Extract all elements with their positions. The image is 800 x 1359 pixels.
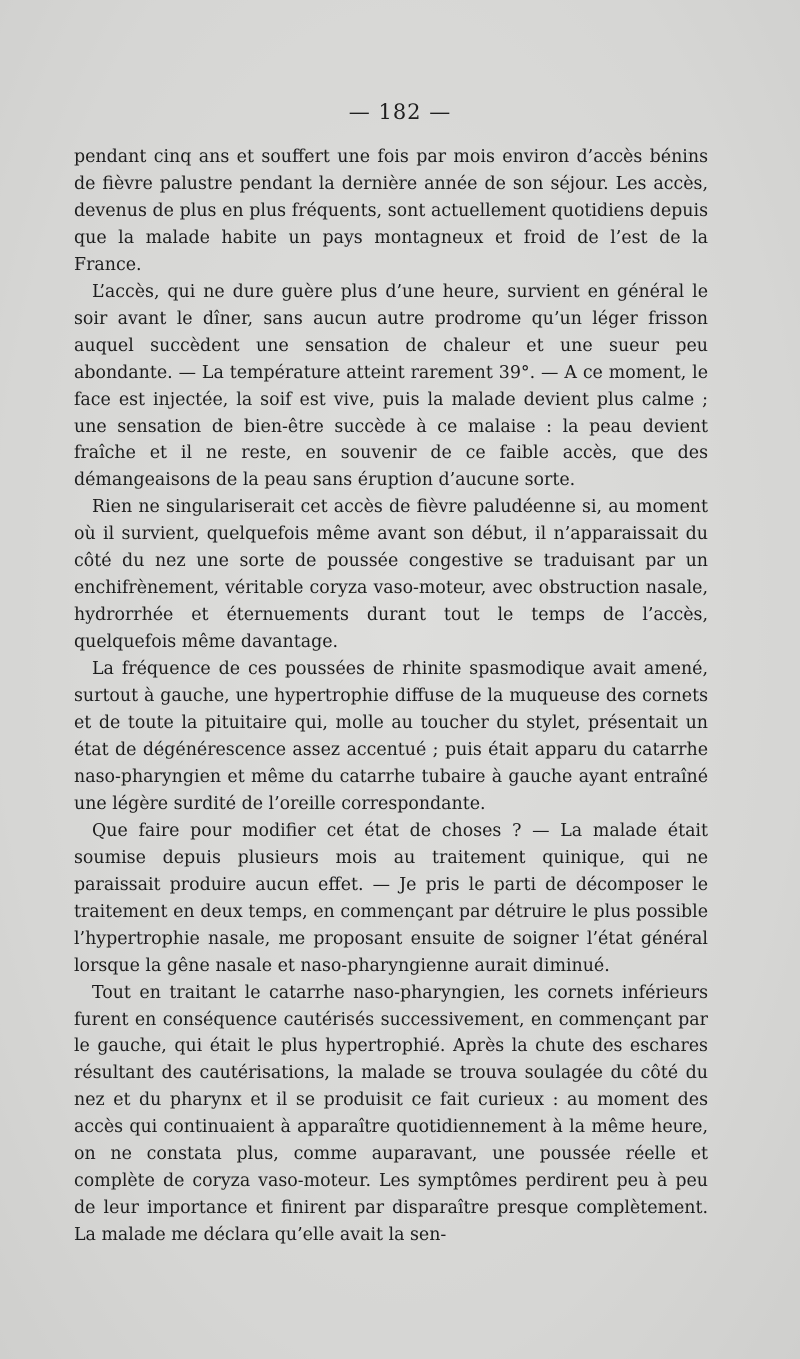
paragraph-6: Tout en traitant le catarrhe naso-pharyngien, les cornets inférieurs furent en conséquence cautérisés successivement, en commençant par le gauche, qui était le plus hypertrophié. Après la chute des eschares résultant des cautérisations, la malade se trouva soulagée du côté du nez et du pharynx et il se produisit ce fait curieux : au moment des accès qui continuaient à apparaître quotidiennement à la même heure, on ne constata plus, comme auparavant, une poussée réelle et complète de coryza vaso-moteur. Les symptômes perdirent peu à peu de leur importance et finirent par disparaître presque complètement. La malade me déclara qu’elle avait la sen- (74, 982, 708, 1246)
paragraph-5: Que faire pour modifier cet état de choses ? — La malade était soumise depuis plusieurs mois au traitement quinique, qui ne paraissait produire aucun effet. — Je pris le parti de décomposer le traitement en deux temps, en commençant par détruire le plus possible l’hypertrophie nasale, me proposant ensuite de soigner l’état général lorsque la gêne nasale et naso-pharyngienne aurait diminué. (74, 820, 708, 976)
paragraph-1: pendant cinq ans et souffert une fois par mois environ d’accès bénins de fièvre palustre pendant la dernière année de son séjour. Les accès, devenus de plus en plus fréquents, sont actuellement quotidiens depuis que la malade habite un pays montagneux et froid de l’est de la France. (74, 147, 708, 275)
text-body (74, 144, 708, 1249)
paragraph-2: L’accès, qui ne dure guère plus d’une heure, survient en général le soir avant le dîner, sans aucun autre prodrome qu’un léger frisson auquel succèdent une sensation de chaleur et une sueur peu abondante. — La température atteint rarement 39°. — A ce moment, le face est injectée, la soif est vive, puis la malade devient plus calme ; une sensation de bien-être succède à ce malaise : la peau devient fraîche et il ne reste, en souvenir de ce faible accès, que des démangeaisons de la peau sans éruption d’aucune sorte. (74, 281, 708, 491)
paragraph-4: La fréquence de ces poussées de rhinite spasmodique avait amené, surtout à gauche, une hypertrophie diffuse de la muqueuse des cornets et de toute la pituitaire qui, molle au toucher du stylet, présentait un état de dégénérescence assez accentué ; puis était apparu du catarrhe naso-pharyngien et même du catarrhe tubaire à gauche ayant entraîné une légère surdité de l’oreille correspondante. (74, 659, 708, 814)
paragraph-3: Rien ne singulariserait cet accès de fièvre paludéenne si, au moment où il survient, quelquefois même avant son début, il n’apparaissait du côté du nez une sorte de poussée congestive se traduisant par un enchifrènement, véritable coryza vaso-moteur, avec obstruction nasale, hydrorrhée et éternuements durant tout le temps de l’accès, quelquefois même davantage. (74, 497, 708, 653)
page-number: — 182 — (348, 100, 452, 124)
